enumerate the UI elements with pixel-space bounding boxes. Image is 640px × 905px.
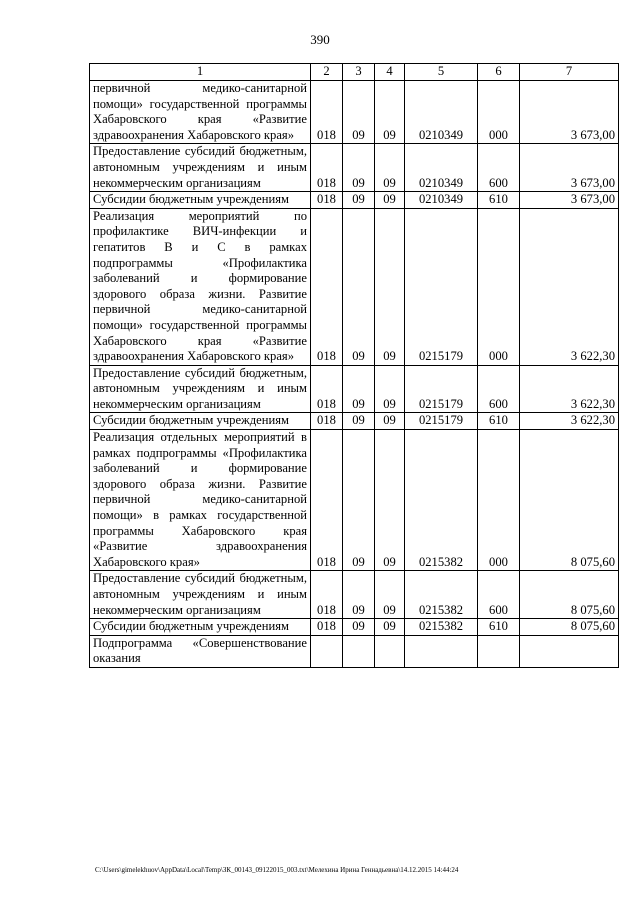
target-article-code: 0215179 [405, 208, 478, 365]
row-description: первичной медико-санитарной помощи» государственной программы Хабаровского края «Развитие здравоохранения Хабаровского края» [90, 81, 311, 144]
row-description: Предоставление субсидий бюджетным, автономным учреждениям и иным некоммерческим организациям [90, 571, 311, 619]
expense-type-code [478, 635, 520, 667]
subsection-code: 09 [375, 144, 405, 192]
target-article-code: 0215179 [405, 365, 478, 413]
section-code: 09 [343, 208, 375, 365]
header-col-6: 6 [478, 64, 520, 81]
ministry-code: 018 [311, 144, 343, 192]
amount-value [520, 635, 619, 667]
header-col-3: 3 [343, 64, 375, 81]
row-description: Предоставление субсидий бюджетным, автономным учреждениям и иным некоммерческим организациям [90, 144, 311, 192]
header-col-2: 2 [311, 64, 343, 81]
table-header [90, 64, 619, 81]
subsection-code [375, 635, 405, 667]
subsection-code: 09 [375, 571, 405, 619]
ministry-code: 018 [311, 192, 343, 209]
header-row [90, 64, 619, 81]
budget-table [89, 63, 619, 668]
header-col-4: 4 [375, 64, 405, 81]
section-code: 09 [343, 144, 375, 192]
ministry-code: 018 [311, 430, 343, 571]
expense-type-code: 000 [478, 81, 520, 144]
amount-value: 3 673,00 [520, 81, 619, 144]
row-description: Предоставление субсидий бюджетным, автономным учреждениям и иным некоммерческим организациям [90, 365, 311, 413]
expense-type-code: 600 [478, 571, 520, 619]
subsection-code: 09 [375, 81, 405, 144]
row-description: Реализация отдельных мероприятий в рамках подпрограммы «Профилактика заболеваний и формирование здорового образа жизни. Развитие первичной медико-санитарной помощи» в рамках государственной программы Хабаровского края «Развитие здравоохранения Хабаровского края» [90, 430, 311, 571]
amount-value: 8 075,60 [520, 430, 619, 571]
row-description: Субсидии бюджетным учреждениям [90, 619, 311, 636]
subsection-code: 09 [375, 619, 405, 636]
section-code: 09 [343, 192, 375, 209]
section-code [343, 635, 375, 667]
table-row [90, 619, 619, 636]
section-code: 09 [343, 571, 375, 619]
target-article-code: 0215382 [405, 619, 478, 636]
section-code: 09 [343, 365, 375, 413]
header-col-5: 5 [405, 64, 478, 81]
table-row [90, 635, 619, 667]
target-article-code [405, 635, 478, 667]
section-code: 09 [343, 81, 375, 144]
ministry-code: 018 [311, 571, 343, 619]
row-description: Подпрограмма «Совершенствование оказания [90, 635, 311, 667]
expense-type-code: 000 [478, 208, 520, 365]
expense-type-code: 610 [478, 619, 520, 636]
ministry-code: 018 [311, 81, 343, 144]
target-article-code: 0210349 [405, 192, 478, 209]
expense-type-code: 000 [478, 430, 520, 571]
amount-value: 3 622,30 [520, 413, 619, 430]
header-col-7: 7 [520, 64, 619, 81]
target-article-code: 0210349 [405, 81, 478, 144]
section-code: 09 [343, 413, 375, 430]
expense-type-code: 600 [478, 144, 520, 192]
amount-value: 3 622,30 [520, 365, 619, 413]
amount-value: 3 673,00 [520, 144, 619, 192]
expense-type-code: 610 [478, 192, 520, 209]
subsection-code: 09 [375, 413, 405, 430]
table-row [90, 430, 619, 571]
file-path-footer: C:\Users\gimelekhuov\AppData\Local\Temp\ЗК_00143_09122015_003.txt\Мелехина Ирина Геннадьевна\14.12.2015 14:44:24 [95, 866, 459, 874]
table-body [90, 81, 619, 668]
table-row [90, 192, 619, 209]
target-article-code: 0215382 [405, 430, 478, 571]
amount-value: 3 673,00 [520, 192, 619, 209]
table-row [90, 571, 619, 619]
target-article-code: 0215179 [405, 413, 478, 430]
amount-value: 3 622,30 [520, 208, 619, 365]
ministry-code: 018 [311, 619, 343, 636]
table-row [90, 81, 619, 144]
row-description: Реализация мероприятий по профилактике ВИЧ-инфекции и гепатитов В и С в рамках подпрограммы «Профилактика заболеваний и формирование здорового образа жизни. Развитие первичной медико-санитарной помощи» государственной программы Хабаровского края «Развитие здравоохранения Хабаровского края» [90, 208, 311, 365]
amount-value: 8 075,60 [520, 619, 619, 636]
ministry-code: 018 [311, 208, 343, 365]
table-row [90, 208, 619, 365]
subsection-code: 09 [375, 208, 405, 365]
subsection-code: 09 [375, 430, 405, 571]
expense-type-code: 600 [478, 365, 520, 413]
table-row [90, 413, 619, 430]
amount-value: 8 075,60 [520, 571, 619, 619]
target-article-code: 0210349 [405, 144, 478, 192]
row-description: Субсидии бюджетным учреждениям [90, 413, 311, 430]
ministry-code: 018 [311, 365, 343, 413]
row-description: Субсидии бюджетным учреждениям [90, 192, 311, 209]
table-row [90, 365, 619, 413]
subsection-code: 09 [375, 365, 405, 413]
section-code: 09 [343, 619, 375, 636]
page-number: 390 [310, 32, 330, 47]
subsection-code: 09 [375, 192, 405, 209]
expense-type-code: 610 [478, 413, 520, 430]
ministry-code [311, 635, 343, 667]
target-article-code: 0215382 [405, 571, 478, 619]
header-col-1: 1 [90, 64, 311, 81]
ministry-code: 018 [311, 413, 343, 430]
section-code: 09 [343, 430, 375, 571]
table-row [90, 144, 619, 192]
